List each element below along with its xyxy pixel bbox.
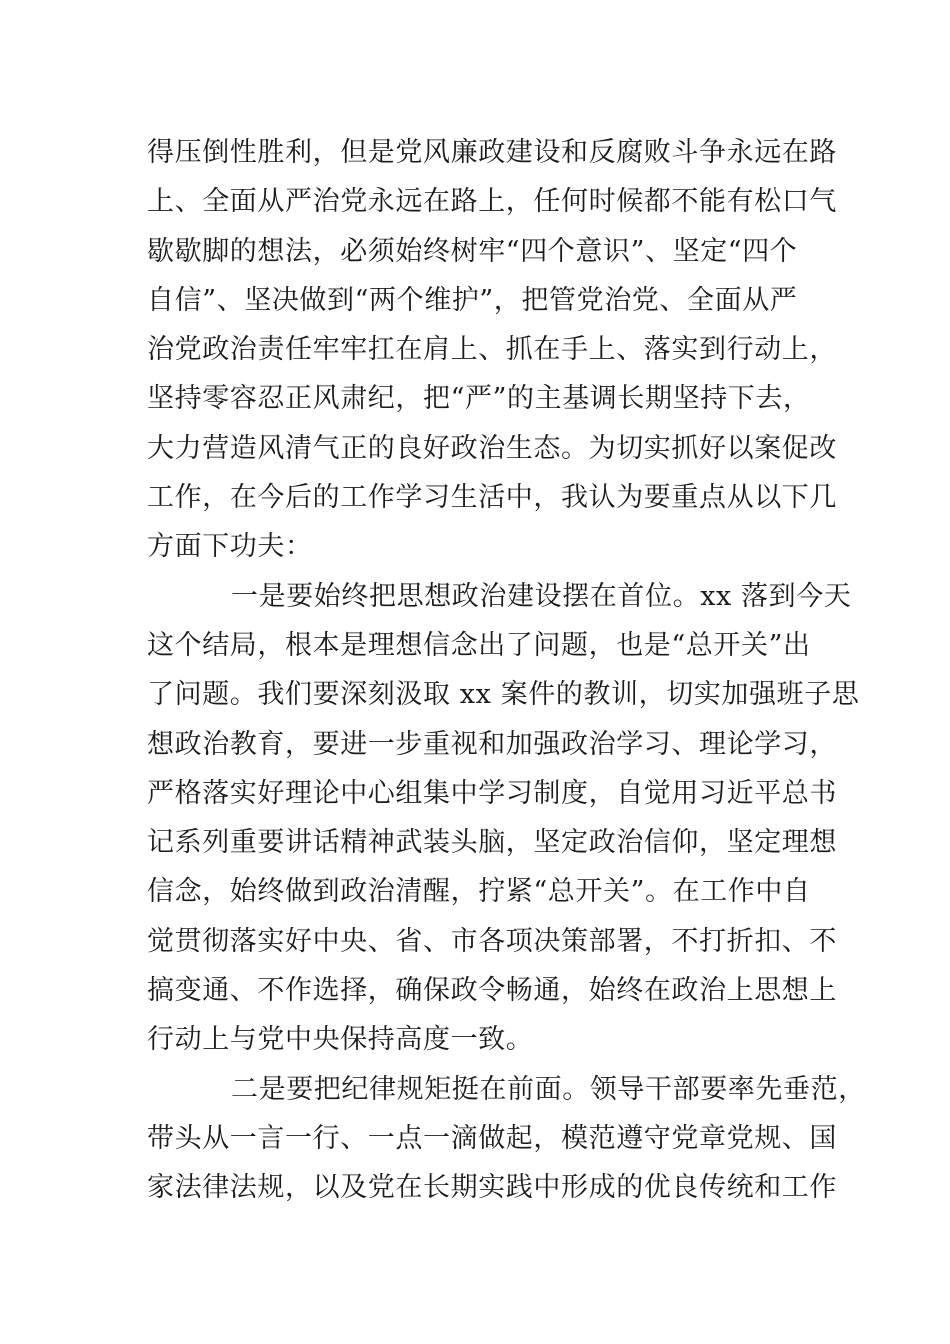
- text-line: 记系列重要讲话精神武装头脑，坚定政治信仰，坚定理想: [147, 827, 837, 859]
- text-line: 家法律法规，以及党在长期实践中形成的优良传统和工作: [147, 1172, 837, 1204]
- text-line: 行动上与党中央保持高度一致。: [147, 1024, 534, 1056]
- body-text: [147, 128, 866, 1213]
- text-line: 了问题。我们要深刻汲取 xx 案件的教训，切实加强班子思: [147, 679, 860, 711]
- text-line: 严格落实好理论中心组集中学习制度，自觉用习近平总书: [147, 777, 837, 809]
- text-line: 带头从一言一行、一点一滴做起，模范遵守党章党规、国: [147, 1122, 837, 1154]
- text-line: 自信”、坚决做到“两个维护”，把管党治党、全面从严: [147, 284, 798, 316]
- text-line: 工作，在今后的工作学习生活中，我认为要重点从以下几: [147, 482, 837, 514]
- text-line: 搞变通、不作选择，确保政令畅通，始终在政治上思想上: [147, 975, 837, 1007]
- text-line: 这个结局，根本是理想信念出了问题，也是“总开关”出: [147, 629, 811, 661]
- text-line: 坚持零容忍正风肃纪，把“严”的主基调长期坚持下去，: [147, 383, 811, 415]
- paragraph-start-line: 一是要始终把思想政治建设摆在首位。xx 落到今天: [231, 580, 852, 612]
- text-line: 觉贯彻落实好中央、省、市各项决策部署，不打折扣、不: [147, 925, 837, 957]
- text-line: 治党政治责任牢牢扛在肩上、抓在手上、落实到行动上，: [147, 334, 837, 366]
- text-line: 大力营造风清气正的良好政治生态。为切实抓好以案促改: [147, 432, 837, 464]
- text-line: 方面下功夫：: [147, 531, 313, 563]
- paragraph-start-line: 二是要把纪律规矩挺在前面。领导干部要率先垂范，: [231, 1073, 866, 1105]
- text-line: 得压倒性胜利，但是党风廉政建设和反腐败斗争永远在路: [147, 137, 837, 168]
- text-line: 想政治教育，要进一步重视和加强政治学习、理论学习，: [147, 728, 837, 760]
- text-line: 信念，始终做到政治清醒，拧紧“总开关”。在工作中自: [147, 876, 811, 908]
- text-line: 上、全面从严治党永远在路上，任何时候都不能有松口气: [147, 186, 837, 218]
- text-line: 歇歇脚的想法，必须始终树牢“四个意识”、坚定“四个: [147, 235, 798, 267]
